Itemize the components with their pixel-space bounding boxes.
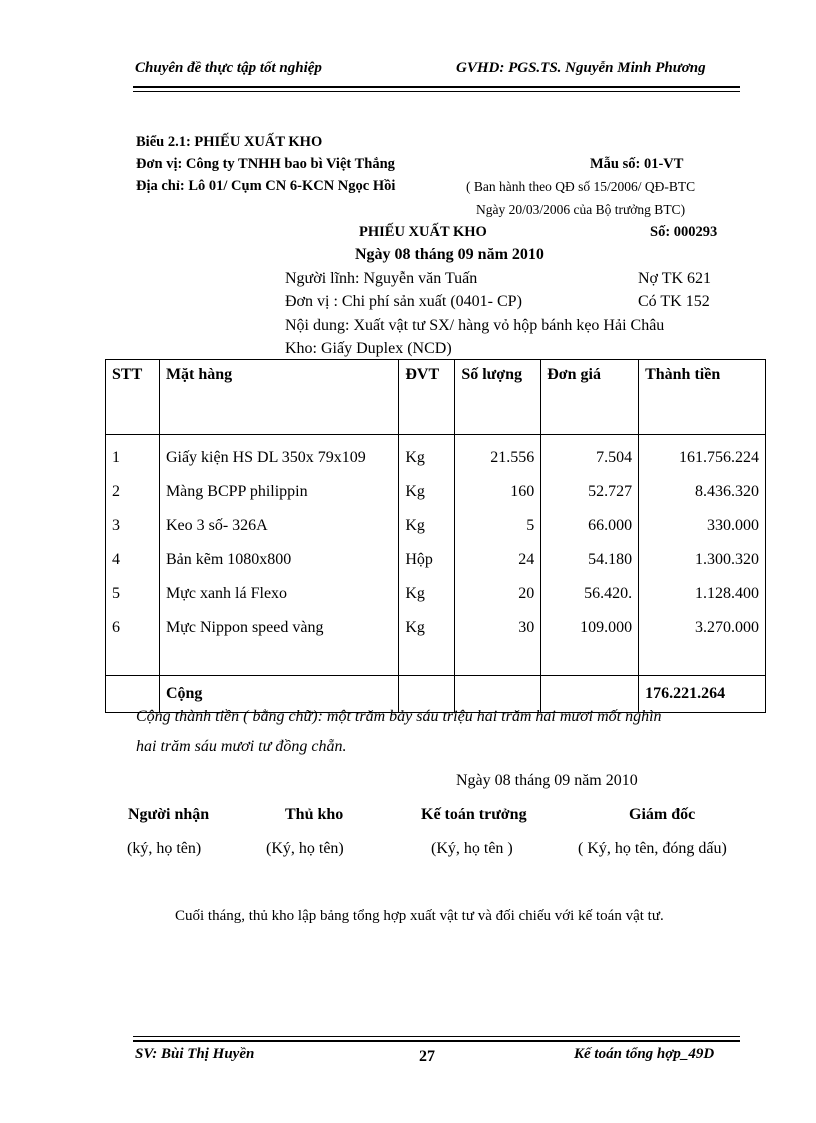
form-receiver: Người lĩnh: Nguyễn văn Tuấn bbox=[285, 270, 478, 287]
signature-date: Ngày 08 tháng 09 năm 2010 bbox=[456, 772, 638, 789]
header-rule bbox=[133, 86, 740, 88]
row-item: Bản kẽm 1080x800 bbox=[159, 543, 398, 577]
form-warehouse: Kho: Giấy Duplex (NCD) bbox=[285, 340, 452, 357]
table-total-row bbox=[106, 676, 766, 713]
sig-chief-accountant-title: Kế toán trưởng bbox=[421, 806, 527, 823]
col-price: Đơn giá bbox=[541, 360, 639, 435]
table-header-row bbox=[106, 360, 766, 435]
table-row bbox=[106, 435, 766, 476]
row-item: Mực xanh lá Flexo bbox=[159, 577, 398, 611]
row-amount: 330.000 bbox=[639, 509, 766, 543]
footer-class: Kế toán tổng hợp_49D bbox=[574, 1046, 715, 1062]
form-number: Số: 000293 bbox=[650, 224, 718, 240]
row-stt: 6 bbox=[106, 611, 160, 645]
header-right: GVHD: PGS.TS. Nguyễn Minh Phương bbox=[456, 60, 706, 76]
row-unit: Kg bbox=[399, 475, 455, 509]
col-unit: ĐVT bbox=[399, 360, 455, 435]
table-spacer-row bbox=[106, 645, 766, 676]
row-qty: 30 bbox=[455, 611, 541, 645]
row-item: Màng BCPP philippin bbox=[159, 475, 398, 509]
header-rule-thin bbox=[133, 91, 740, 92]
sig-storekeeper-note: (Ký, họ tên) bbox=[266, 840, 344, 857]
table-row bbox=[106, 577, 766, 611]
row-unit: Kg bbox=[399, 509, 455, 543]
sig-receiver-title: Người nhận bbox=[128, 806, 210, 823]
col-item: Mặt hàng bbox=[159, 360, 398, 435]
row-item: Keo 3 số- 326A bbox=[159, 509, 398, 543]
form-issued-by: ( Ban hành theo QĐ số 15/2006/ QĐ-BTC bbox=[466, 179, 696, 194]
table-row bbox=[106, 611, 766, 645]
form-address: Địa chỉ: Lô 01/ Cụm CN 6-KCN Ngọc Hồi bbox=[136, 178, 396, 194]
table-row bbox=[106, 509, 766, 543]
sig-director-title: Giám đốc bbox=[629, 806, 696, 823]
footer-rule bbox=[133, 1040, 740, 1042]
row-qty: 24 bbox=[455, 543, 541, 577]
row-unit: Kg bbox=[399, 435, 455, 476]
row-stt: 2 bbox=[106, 475, 160, 509]
form-date: Ngày 08 tháng 09 năm 2010 bbox=[355, 246, 544, 263]
footer-rule-thin bbox=[133, 1036, 740, 1037]
form-content: Nội dung: Xuất vật tư SX/ hàng vỏ hộp bánh kẹo Hải Châu bbox=[285, 317, 665, 334]
form-unit: Đơn vị: Công ty TNHH bao bì Việt Thắng bbox=[136, 156, 395, 172]
body-paragraph: Cuối tháng, thủ kho lập bảng tổng hợp xuất vật tư và đối chiếu với kế toán vật tư. bbox=[175, 908, 664, 924]
row-unit: Kg bbox=[399, 611, 455, 645]
table-row bbox=[106, 543, 766, 577]
form-caption: Biểu 2.1: PHIẾU XUẤT KHO bbox=[136, 134, 323, 150]
row-price: 54.180 bbox=[541, 543, 639, 577]
amount-in-words-line2: hai trăm sáu mươi tư đồng chẵn. bbox=[136, 738, 347, 755]
row-amount: 1.128.400 bbox=[639, 577, 766, 611]
form-department: Đơn vị : Chi phí sản xuất (0401- CP) bbox=[285, 293, 522, 310]
sig-chief-accountant-note: (Ký, họ tên ) bbox=[431, 840, 513, 857]
row-stt: 3 bbox=[106, 509, 160, 543]
sig-storekeeper-title: Thủ kho bbox=[285, 806, 344, 823]
row-price: 66.000 bbox=[541, 509, 639, 543]
total-label: Cộng bbox=[159, 676, 398, 713]
form-template-no: Mẫu số: 01-VT bbox=[590, 156, 684, 172]
row-item: Mực Nippon speed vàng bbox=[159, 611, 398, 645]
row-price: 7.504 bbox=[541, 435, 639, 476]
table-row bbox=[106, 475, 766, 509]
row-stt: 1 bbox=[106, 435, 160, 476]
row-price: 52.727 bbox=[541, 475, 639, 509]
total-amount: 176.221.264 bbox=[639, 676, 766, 713]
sig-receiver-note: (ký, họ tên) bbox=[127, 840, 202, 857]
row-amount: 161.756.224 bbox=[639, 435, 766, 476]
row-amount: 8.436.320 bbox=[639, 475, 766, 509]
row-price: 56.420. bbox=[541, 577, 639, 611]
row-qty: 5 bbox=[455, 509, 541, 543]
sig-director-note: ( Ký, họ tên, đóng dấu) bbox=[578, 840, 727, 857]
col-stt: STT bbox=[106, 360, 160, 435]
row-unit: Kg bbox=[399, 577, 455, 611]
amount-in-words-line1: Cộng thành tiền ( bằng chữ): một trăm bảy sáu triệu hai trăm hai mươi mốt nghìn bbox=[136, 708, 662, 725]
row-stt: 4 bbox=[106, 543, 160, 577]
page-number: 27 bbox=[419, 1048, 435, 1065]
col-qty: Số lượng bbox=[455, 360, 541, 435]
row-qty: 160 bbox=[455, 475, 541, 509]
row-stt: 5 bbox=[106, 577, 160, 611]
issue-table bbox=[105, 359, 766, 713]
form-title: PHIẾU XUẤT KHO bbox=[359, 224, 487, 240]
footer-student: SV: Bùi Thị Huyền bbox=[135, 1046, 255, 1062]
header-left: Chuyên đề thực tập tốt nghiệp bbox=[135, 60, 322, 76]
col-amount: Thành tiền bbox=[639, 360, 766, 435]
row-price: 109.000 bbox=[541, 611, 639, 645]
row-item: Giấy kiện HS DL 350x 79x109 bbox=[159, 435, 398, 476]
form-credit: Có TK 152 bbox=[638, 293, 710, 310]
row-qty: 21.556 bbox=[455, 435, 541, 476]
row-amount: 3.270.000 bbox=[639, 611, 766, 645]
row-amount: 1.300.320 bbox=[639, 543, 766, 577]
form-debit: Nợ TK 621 bbox=[638, 270, 712, 287]
row-unit: Hộp bbox=[399, 543, 455, 577]
row-qty: 20 bbox=[455, 577, 541, 611]
form-issued-date: Ngày 20/03/2006 của Bộ trưởng BTC) bbox=[476, 202, 686, 217]
